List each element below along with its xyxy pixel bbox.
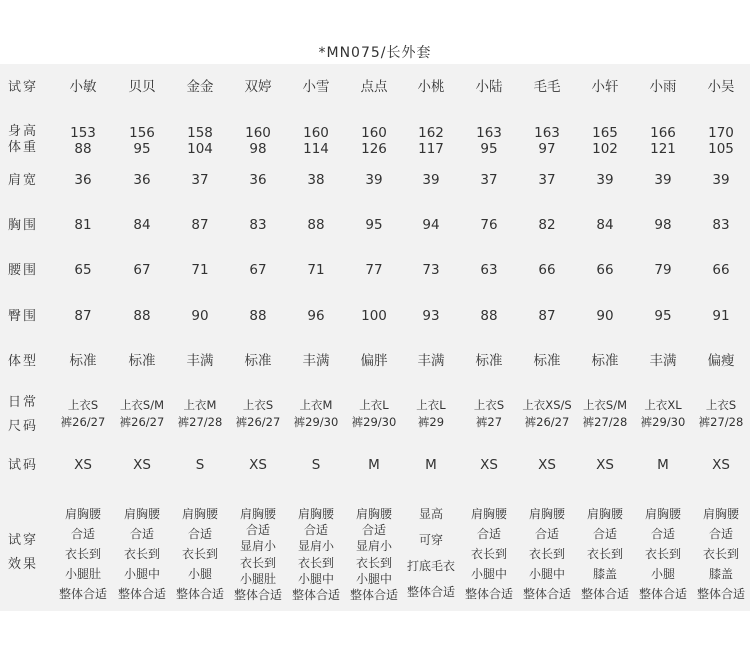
model-weight: 95 bbox=[133, 141, 151, 157]
model-effect-line: 整体合适 bbox=[464, 587, 513, 601]
model-effect-line: 衣长到 bbox=[64, 547, 101, 561]
model-hip: 91 bbox=[712, 308, 730, 324]
model-effect-line: 可穿 bbox=[418, 533, 443, 547]
model-name: 小陆 bbox=[475, 79, 503, 95]
model-try-size: XS bbox=[74, 457, 92, 473]
model-bust: 98 bbox=[654, 217, 672, 233]
model-hip: 90 bbox=[596, 308, 614, 324]
model-height: 162 bbox=[418, 125, 444, 141]
model-effect-line: 肩胸腰 bbox=[181, 507, 218, 521]
model-height: 160 bbox=[303, 125, 329, 141]
model-effect-line: 小腿中 bbox=[297, 571, 334, 586]
model-hip: 88 bbox=[480, 308, 498, 324]
model-usual-pants: 裤27 bbox=[475, 415, 503, 429]
model-effect-line: 肩胸腰 bbox=[297, 507, 334, 521]
label-effect: 试穿 bbox=[7, 533, 38, 548]
model-body-type: 丰满 bbox=[302, 353, 330, 369]
model-usual-pants: 裤26/27 bbox=[235, 415, 281, 429]
model-hip: 93 bbox=[422, 308, 440, 324]
model-effect-line: 整体合适 bbox=[291, 588, 340, 602]
model-effect-line: 合适 bbox=[187, 527, 212, 541]
model-weight: 114 bbox=[303, 141, 329, 157]
model-effect-line: 小腿 bbox=[187, 567, 212, 581]
model-effect-line: 显肩小 bbox=[297, 539, 334, 554]
model-effect-line: 合适 bbox=[708, 527, 733, 541]
model-effect-line: 整体合适 bbox=[696, 587, 745, 601]
model-bust: 81 bbox=[74, 217, 92, 233]
model-usual-pants: 裤29/30 bbox=[293, 415, 339, 429]
model-effect-line: 肩胸腰 bbox=[123, 507, 160, 521]
model-body-type: 丰满 bbox=[417, 353, 445, 369]
model-try-size: XS bbox=[712, 457, 730, 473]
label-try-size: 试码 bbox=[7, 458, 38, 473]
model-waist: 73 bbox=[422, 262, 440, 278]
model-name: 毛毛 bbox=[533, 79, 561, 95]
model-hip: 96 bbox=[307, 308, 325, 324]
model-usual-pants: 裤29/30 bbox=[351, 415, 397, 429]
model-effect-line: 小腿中 bbox=[123, 567, 160, 581]
model-name: 小雨 bbox=[649, 79, 677, 95]
model-waist: 66 bbox=[596, 262, 614, 278]
model-usual-top: 上衣S/M bbox=[582, 398, 628, 412]
model-effect-line: 打底毛衣 bbox=[406, 559, 455, 573]
model-shoulder: 39 bbox=[422, 172, 440, 188]
model-usual-pants: 裤26/27 bbox=[524, 415, 570, 429]
model-bust: 84 bbox=[596, 217, 614, 233]
model-effect-line: 衣长到 bbox=[702, 547, 739, 561]
model-shoulder: 36 bbox=[249, 172, 267, 188]
model-effect-line: 肩胸腰 bbox=[586, 507, 623, 521]
model-effect-line: 衣长到 bbox=[470, 547, 507, 561]
label-usual-size: 尺码 bbox=[7, 419, 38, 434]
model-usual-pants: 裤27/28 bbox=[582, 415, 628, 429]
model-effect-line: 小腿肚 bbox=[239, 571, 276, 586]
model-height: 163 bbox=[476, 125, 502, 141]
model-height: 170 bbox=[708, 125, 734, 141]
model-try-size: XS bbox=[538, 457, 556, 473]
model-try-size: M bbox=[657, 457, 669, 473]
model-usual-top: 上衣S/M bbox=[119, 398, 165, 412]
model-effect-line: 合适 bbox=[70, 527, 95, 541]
model-effect-line: 合适 bbox=[650, 527, 675, 541]
model-effect-line: 显肩小 bbox=[355, 539, 392, 554]
label-bust: 胸围 bbox=[7, 218, 38, 233]
model-try-size: M bbox=[368, 457, 380, 473]
model-waist: 66 bbox=[538, 262, 556, 278]
model-effect-line: 衣长到 bbox=[355, 555, 392, 570]
model-effect-line: 衣长到 bbox=[297, 555, 334, 570]
model-effect-line: 衣长到 bbox=[239, 555, 276, 570]
model-try-size: XS bbox=[249, 457, 267, 473]
model-height: 165 bbox=[592, 125, 618, 141]
label-shoulder: 肩宽 bbox=[7, 173, 38, 188]
model-try-size: M bbox=[425, 457, 437, 473]
model-waist: 63 bbox=[480, 262, 498, 278]
model-effect-line: 合适 bbox=[534, 527, 559, 541]
model-hip: 87 bbox=[74, 308, 92, 324]
model-body-type: 标准 bbox=[244, 353, 272, 369]
model-hip: 95 bbox=[654, 308, 672, 324]
model-waist: 67 bbox=[133, 262, 151, 278]
model-effect-line: 整体合适 bbox=[522, 587, 571, 601]
model-effect-line: 衣长到 bbox=[123, 547, 160, 561]
model-height: 166 bbox=[650, 125, 676, 141]
model-weight: 98 bbox=[249, 141, 267, 157]
model-body-type: 丰满 bbox=[649, 353, 677, 369]
model-waist: 79 bbox=[654, 262, 672, 278]
model-name: 金金 bbox=[186, 79, 214, 95]
model-effect-line: 合适 bbox=[592, 527, 617, 541]
model-name: 贝贝 bbox=[128, 79, 156, 95]
model-effect-line: 整体合适 bbox=[349, 588, 398, 602]
model-effect-line: 小腿中 bbox=[528, 567, 565, 581]
model-effect-line: 衣长到 bbox=[181, 547, 218, 561]
model-body-type: 标准 bbox=[69, 353, 97, 369]
model-bust: 84 bbox=[133, 217, 151, 233]
model-body-type: 标准 bbox=[533, 353, 561, 369]
model-weight: 104 bbox=[187, 141, 213, 157]
model-body-type: 标准 bbox=[475, 353, 503, 369]
model-shoulder: 39 bbox=[365, 172, 383, 188]
model-height: 160 bbox=[245, 125, 271, 141]
model-waist: 67 bbox=[249, 262, 267, 278]
model-effect-line: 显肩小 bbox=[239, 539, 276, 554]
model-name: 双婷 bbox=[244, 79, 272, 95]
model-name: 小雪 bbox=[302, 79, 330, 95]
model-waist: 71 bbox=[307, 262, 325, 278]
model-shoulder: 37 bbox=[191, 172, 209, 188]
model-effect-line: 衣长到 bbox=[528, 547, 565, 561]
model-effect-line: 整体合适 bbox=[175, 587, 224, 601]
model-usual-top: 上衣XS/S bbox=[522, 398, 572, 412]
label-usual: 日常 bbox=[7, 395, 38, 410]
model-shoulder: 36 bbox=[133, 172, 151, 188]
model-usual-pants: 裤26/27 bbox=[119, 415, 165, 429]
model-bust: 87 bbox=[191, 217, 209, 233]
size-table bbox=[0, 64, 750, 611]
model-waist: 66 bbox=[712, 262, 730, 278]
model-effect-line: 肩胸腰 bbox=[702, 507, 739, 521]
model-height: 160 bbox=[361, 125, 387, 141]
model-body-type: 丰满 bbox=[186, 353, 214, 369]
model-name: 小敏 bbox=[69, 79, 97, 95]
model-height: 158 bbox=[187, 125, 213, 141]
model-height: 153 bbox=[70, 125, 96, 141]
model-bust: 95 bbox=[365, 217, 383, 233]
model-usual-top: 上衣S bbox=[242, 398, 274, 412]
model-effect-line: 整体合适 bbox=[233, 588, 282, 602]
model-shoulder: 37 bbox=[538, 172, 556, 188]
model-effect-line: 小腿肚 bbox=[64, 567, 101, 581]
model-usual-top: 上衣M bbox=[299, 398, 333, 412]
model-bust: 83 bbox=[712, 217, 730, 233]
model-effect-line: 整体合适 bbox=[638, 587, 687, 601]
model-hip: 100 bbox=[361, 308, 387, 324]
model-weight: 105 bbox=[708, 141, 734, 157]
model-body-type: 标准 bbox=[128, 353, 156, 369]
model-effect-line: 显高 bbox=[418, 507, 443, 521]
model-usual-pants: 裤27/28 bbox=[177, 415, 223, 429]
model-effect-line: 整体合适 bbox=[58, 587, 107, 601]
model-name: 小吴 bbox=[707, 79, 735, 95]
model-effect-line: 膝盖 bbox=[592, 567, 617, 581]
model-weight: 88 bbox=[74, 141, 92, 157]
model-usual-top: 上衣M bbox=[183, 398, 217, 412]
model-height: 156 bbox=[129, 125, 155, 141]
model-bust: 83 bbox=[249, 217, 267, 233]
model-bust: 76 bbox=[480, 217, 498, 233]
model-body-type: 标准 bbox=[591, 353, 619, 369]
model-weight: 121 bbox=[650, 141, 676, 157]
model-effect-line: 肩胸腰 bbox=[239, 507, 276, 521]
model-name: 小轩 bbox=[591, 79, 619, 95]
model-effect-line: 整体合适 bbox=[406, 585, 455, 599]
model-effect-line: 整体合适 bbox=[117, 587, 166, 601]
model-name: 点点 bbox=[360, 79, 388, 95]
model-shoulder: 37 bbox=[480, 172, 498, 188]
model-try-size: XS bbox=[133, 457, 151, 473]
model-hip: 88 bbox=[133, 308, 151, 324]
model-weight: 97 bbox=[538, 141, 556, 157]
model-effect-line: 肩胸腰 bbox=[64, 507, 101, 521]
model-effect-line: 肩胸腰 bbox=[470, 507, 507, 521]
model-effect-line: 衣长到 bbox=[644, 547, 681, 561]
model-body-type: 偏胖 bbox=[360, 353, 388, 369]
model-usual-top: 上衣S bbox=[473, 398, 505, 412]
model-weight: 95 bbox=[480, 141, 498, 157]
model-effect-line: 膝盖 bbox=[708, 567, 733, 581]
model-effect-line: 肩胸腰 bbox=[528, 507, 565, 521]
page-title: *MN075/长外套 bbox=[318, 45, 432, 61]
model-effect-line: 合适 bbox=[476, 527, 501, 541]
model-shoulder: 38 bbox=[307, 172, 325, 188]
model-usual-top: 上衣L bbox=[359, 398, 389, 412]
model-try-size: S bbox=[311, 457, 321, 473]
model-hip: 87 bbox=[538, 308, 556, 324]
model-height: 163 bbox=[534, 125, 560, 141]
model-usual-top: 上衣S bbox=[705, 398, 737, 412]
model-effect-line: 合适 bbox=[303, 523, 328, 538]
model-try-size: S bbox=[195, 457, 205, 473]
model-shoulder: 36 bbox=[74, 172, 92, 188]
model-waist: 77 bbox=[365, 262, 383, 278]
model-body-type: 偏瘦 bbox=[707, 353, 735, 369]
label-height: 身高 bbox=[7, 124, 38, 139]
model-effect-line: 合适 bbox=[361, 523, 386, 538]
model-usual-top: 上衣S bbox=[67, 398, 99, 412]
label-waist: 腰围 bbox=[7, 263, 38, 278]
label-effect-b: 效果 bbox=[7, 557, 38, 572]
model-name: 小桃 bbox=[417, 79, 445, 95]
model-usual-top: 上衣L bbox=[416, 398, 446, 412]
model-effect-line: 合适 bbox=[245, 523, 270, 538]
model-usual-top: 上衣XL bbox=[644, 398, 682, 412]
model-weight: 117 bbox=[418, 141, 444, 157]
model-effect-line: 小腿中 bbox=[355, 571, 392, 586]
label-tryon: 试穿 bbox=[7, 80, 38, 95]
model-effect-line: 小腿 bbox=[650, 567, 675, 581]
model-try-size: XS bbox=[596, 457, 614, 473]
model-effect-line: 整体合适 bbox=[580, 587, 629, 601]
model-usual-pants: 裤29/30 bbox=[640, 415, 686, 429]
model-shoulder: 39 bbox=[712, 172, 730, 188]
model-effect-line: 合适 bbox=[129, 527, 154, 541]
model-bust: 82 bbox=[538, 217, 556, 233]
model-hip: 88 bbox=[249, 308, 267, 324]
model-try-size: XS bbox=[480, 457, 498, 473]
model-shoulder: 39 bbox=[654, 172, 672, 188]
model-weight: 126 bbox=[361, 141, 387, 157]
label-body-type: 体型 bbox=[7, 354, 38, 369]
model-waist: 65 bbox=[74, 262, 92, 278]
model-hip: 90 bbox=[191, 308, 209, 324]
model-shoulder: 39 bbox=[596, 172, 614, 188]
label-weight: 体重 bbox=[7, 140, 38, 155]
model-bust: 88 bbox=[307, 217, 325, 233]
label-hip: 臀围 bbox=[7, 309, 38, 324]
model-effect-line: 肩胸腰 bbox=[355, 507, 392, 521]
model-effect-line: 衣长到 bbox=[586, 547, 623, 561]
model-effect-line: 小腿中 bbox=[470, 567, 507, 581]
model-usual-pants: 裤26/27 bbox=[60, 415, 106, 429]
model-effect-line: 肩胸腰 bbox=[644, 507, 681, 521]
model-usual-pants: 裤29 bbox=[417, 415, 445, 429]
model-waist: 71 bbox=[191, 262, 209, 278]
model-weight: 102 bbox=[592, 141, 618, 157]
model-bust: 94 bbox=[422, 217, 440, 233]
model-usual-pants: 裤27/28 bbox=[698, 415, 744, 429]
